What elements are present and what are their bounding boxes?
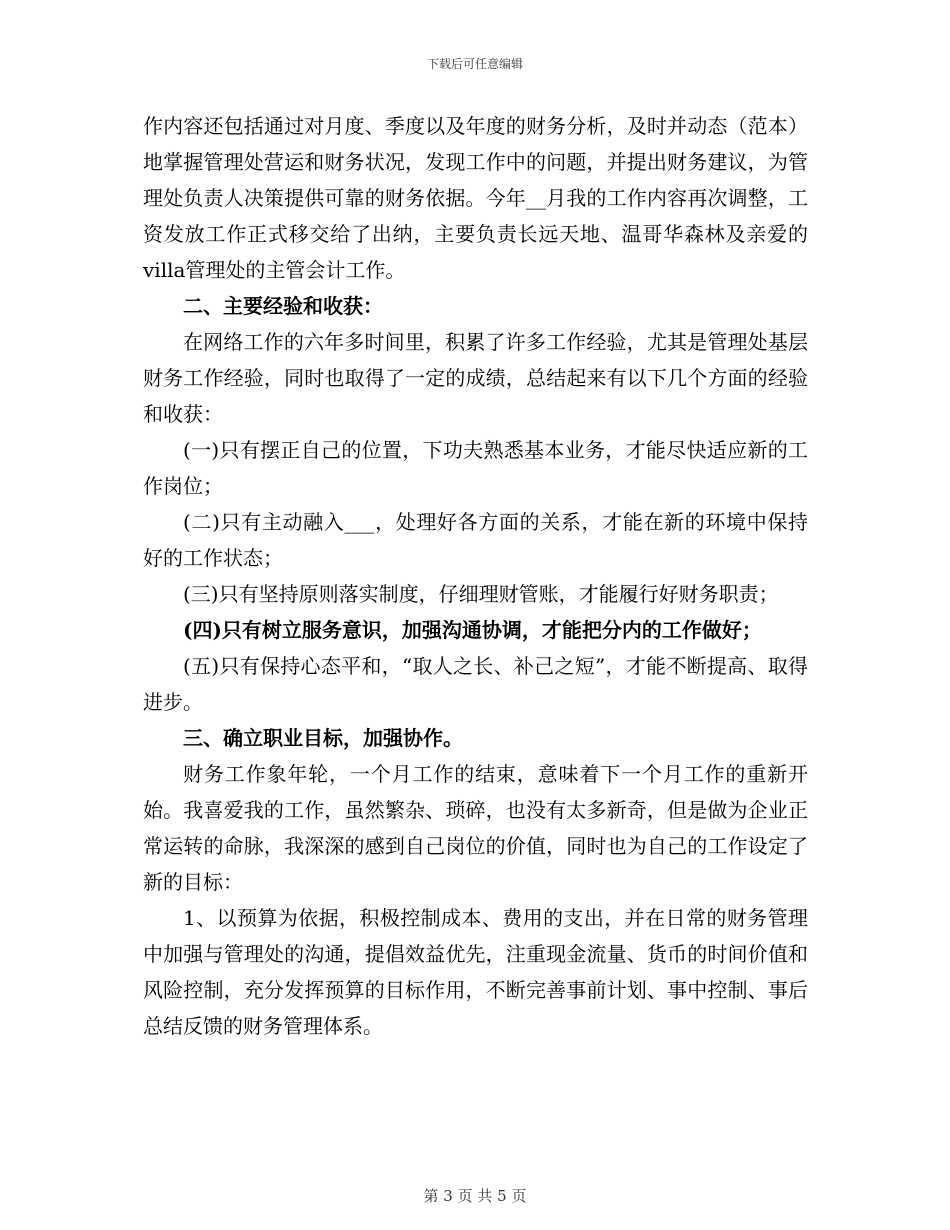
- list-item-4: (四)只有树立服务意识，加强沟通协调，才能把分内的工作做好；: [183, 618, 762, 642]
- list-item-2: (二)只有主动融入___，处理好各方面的关系，才能在新的环境中保持好的工作状态；: [143, 510, 808, 570]
- page-header: 下载后可任意编辑: [426, 57, 523, 71]
- goal-item-1: 1、以预算为依据，积极控制成本、费用的支出，并在日常的财务管理中加强与管理处的沟通，提倡效益优先，注重现金流量、货币的时间价值和风险控制，充分发挥预算的目标作用，不断完善事前计划、事中控制、事后总结反馈的财务管理体系。: [143, 906, 808, 1038]
- list-item-1: (一)只有摆正自己的位置，下功夫熟悉基本业务，才能尽快适应新的工作岗位；: [143, 438, 808, 498]
- document-body: [143, 108, 808, 1044]
- paragraph-work-content: 作内容还包括通过对月度、季度以及年度的财务分析，及时并动态（范本）地掌握管理处营运和财务状况，发现工作中的问题，并提出财务建议，为管理处负责人决策提供可靠的财务依据。今年__月我的工作内容再次调整，工资发放工作正式移交给了出纳，主要负责长远天地、温哥华森林及亲爱的villa管理处的主管会计工作。: [143, 114, 808, 282]
- section-heading-goals: 三、确立职业目标，加强协作。: [183, 726, 463, 750]
- paragraph-experience-intro: 在网络工作的六年多时间里，积累了许多工作经验，尤其是管理处基层财务工作经验，同时也取得了一定的成绩，总结起来有以下几个方面的经验和收获：: [143, 330, 808, 426]
- section-heading-experience: 二、主要经验和收获：: [183, 294, 383, 318]
- list-item-5: (五)只有保持心态平和，“取人之长、补己之短”，才能不断提高、取得进步。: [143, 654, 808, 714]
- list-item-3: (三)只有坚持原则落实制度，仔细理财管账，才能履行好财务职责；: [183, 582, 779, 606]
- paragraph-goals-intro: 财务工作象年轮，一个月工作的结束，意味着下一个月工作的重新开始。我喜爱我的工作，虽然繁杂、琐碎，也没有太多新奇，但是做为企业正常运转的命脉，我深深的感到自己岗位的价值，同时也为自己的工作设定了新的目标：: [143, 762, 808, 894]
- page-footer: 第 3 页 共 5 页: [423, 1187, 527, 1205]
